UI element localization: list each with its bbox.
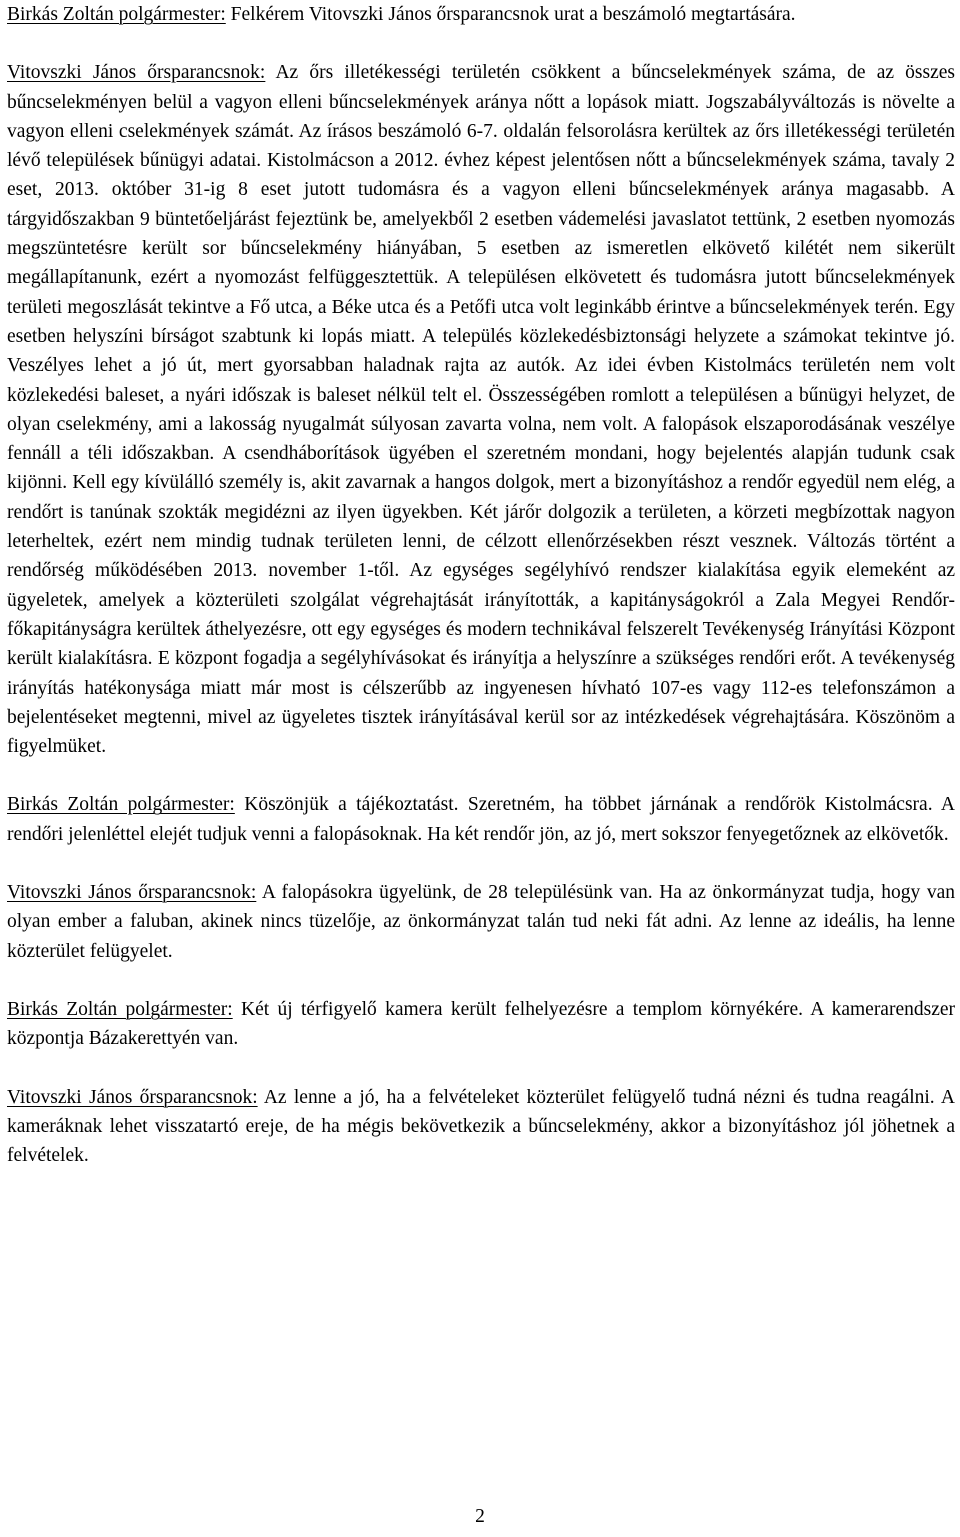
document-page [7, 0, 955, 1170]
paragraph-mayor-2 [7, 790, 955, 849]
paragraph-commander-report [7, 58, 955, 761]
paragraph-text: Felkérem Vitovszki János őrsparancsnok urat a beszámoló megtartására. [230, 4, 796, 25]
page-number: 2 [475, 1506, 485, 1527]
paragraph-text: Két új térfigyelő kamera került felhelyezésre a templom környékére. A kamerarendszer központja Bázakerettyén van. [7, 998, 956, 1050]
paragraph-text: A falopásokra ügyelünk, de 28 településünk van. Ha az önkormányzat tudja, hogy van olyan ember a faluban, akinek nincs tüzelője, az önkormányzat talán tud neki fát adni. Az lenne az ideális, ha lenne közterület felügyelet. [7, 882, 955, 962]
speaker-label: Vitovszki János őrsparancsnok: [7, 62, 266, 84]
speaker-label: Vitovszki János őrsparancsnok: [7, 1086, 258, 1108]
paragraph-commander-3 [7, 1083, 955, 1171]
speaker-label: Birkás Zoltán polgármester: [7, 4, 226, 25]
speaker-label: Birkás Zoltán polgármester: [7, 998, 233, 1020]
paragraph-text: Az őrs illetékességi területén csökkent a bűncselekmények száma, de az összes bűncselekményen belül a vagyon elleni bűncselekmények aránya nőtt a lopások miatt. Jogszabályváltozás is növelte a vagyon elleni cselekmények számát. Az írásos beszámoló 6-7. oldalán felsorolásra kerültek az őrs illetékességi területén lévő települések bűnügyi adatai. Kistolmácson a 2012. évhez képest jelentősen nőtt a bűncselekmények száma, tavaly 2 eset, 2013. október 31-ig 8 eset jutott tudomásra és a vagyon elleni bűncselekmények aránya magasabb. A tárgyidőszakban 9 büntetőeljárást fejeztünk be, amelyekből 2 esetben vádemelési javaslatot tettünk, 2 esetben nyomozás megszüntetésre került sor bűncselekmény hiányában, 5 esetben az ismeretlen elkövető kilétét nem sikerült megállapítanunk, ezért a nyomozást felfüggesztettük. A településen elkövetett és tudomásra jutott bűncselekmények területi megoszlását tekintve a Fő utca, a Béke utca és a Petőfi utca volt leginkább érintve a bűncselekmények terén. Egy esetben helyszíni bírságot szabtunk ki lopás miatt. A település közlekedésbiztonsági helyzete a számokat tekintve jó. Veszélyes lehet a jó út, mert gyorsabban haladnak rajta az autók. Az idei évben Kistolmács területén nem volt közlekedési baleset, a nyári időszak is baleset nélkül telt el. Összességében romlott a településen a bűnügyi helyzet, de olyan cselekmény, ami a lakosság nyugalmát súlyosan zavarta volna, nem volt. A falopások elszaporodásának veszélye fennáll a téli időszakban. A csendháborítások ügyében el szeretném mondani, hogy bejelentés alapján tudunk csak kijönni. Kell egy kívülálló személy is, akit zavarnak a hangos dolgok, mert a bizonyításhoz a rendőr egyedül nem elég, a rendőrt is tanúnak szokták megidézni az ilyen ügyekben. Két járőr dolgozik a területen, a körzeti megbízottak nagyon leterheltek, ezért nem mindig tudnak területen lenni, de célzott ellenőrzésekben részt vesznek. Változás történt a rendőrség működésében 2013. november 1-től. Az egységes segélyhívó rendszer kialakítása egyik elemeként az ügyeletek, amelyek a közterületi szolgálat végrehajtását irányították, a kapitányságokról a Zala Megyei Rendőr-főkapitányságra kerültek áthelyezésre, ott egy egységes és modern technikával felszerelt Tevékenység Irányítási Központ került kialakításra. E központ fogadja a segélyhívásokat és irányítja a helyszínre a szükséges rendőri erőt. A tevékenység irányítás hatékonysága miatt már most is célszerűbb az ingyenesen hívható 107-es vagy 112-es telefonszámon a bejelentéseket megtenni, mivel az ügyeletes tisztek irányításával kerül sor az intézkedések végrehajtására. Köszönöm a figyelmüket. [7, 62, 955, 758]
paragraph-commander-2 [7, 878, 955, 966]
paragraph-text: Az lenne a jó, ha a felvételeket közterület felügyelő tudná nézni és tudna reagálni. A kameráknak lehet visszatartó ereje, de ha mégis bekövetkezik a bűncselekmény, akkor a bizonyításhoz jól jöhetnek a felvételek. [7, 1086, 955, 1167]
paragraph-text: Köszönjük a tájékoztatást. Szeretném, ha többet járnának a rendőrök Kistolmácsra. A rendőri jelenléttel elejét tudjuk venni a falopásoknak. Ha két rendőr jön, az jó, mert sokszor fenyegetőznek az elkövetők. [7, 794, 955, 845]
speaker-label: Birkás Zoltán polgármester: [7, 794, 235, 816]
paragraph-mayor-1 [7, 0, 955, 29]
paragraph-mayor-3 [7, 995, 955, 1054]
speaker-label: Vitovszki János őrsparancsnok: [7, 882, 257, 904]
